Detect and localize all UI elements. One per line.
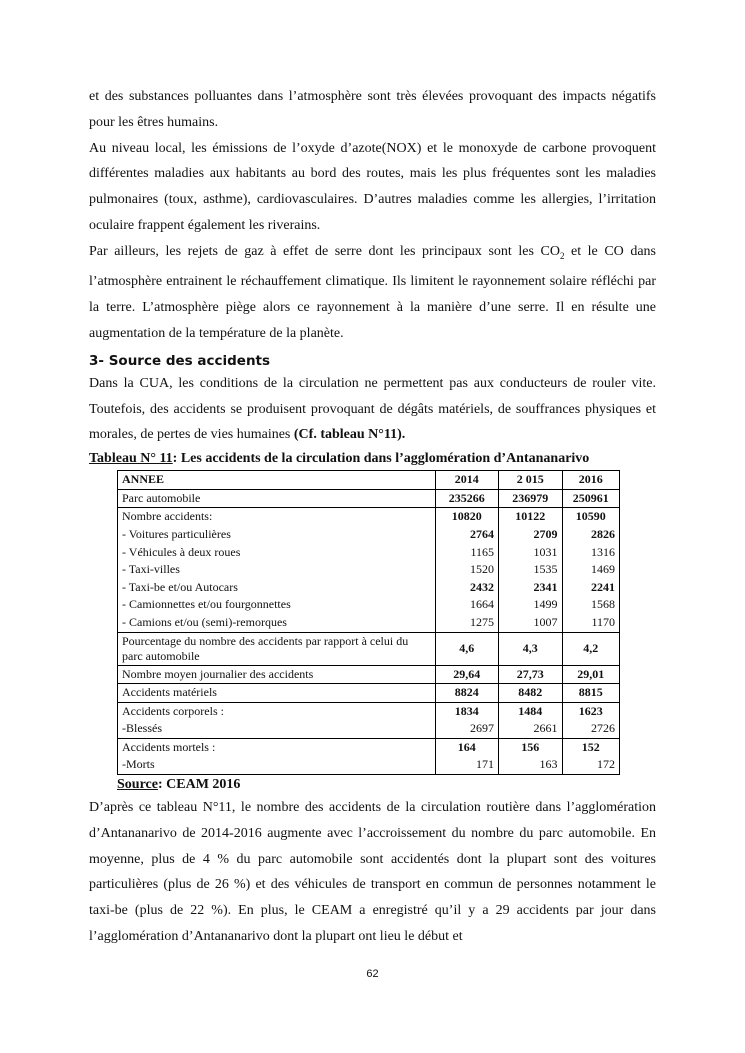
table-row-deux-roues bbox=[118, 544, 620, 562]
table-row-voitures bbox=[118, 526, 620, 544]
table-row-camionnettes bbox=[118, 596, 620, 614]
cell-2015: 2341 bbox=[499, 579, 563, 597]
cell-label: Nombre accidents: bbox=[118, 508, 436, 526]
table-header-row bbox=[118, 471, 620, 490]
table-row-taxi-be bbox=[118, 579, 620, 597]
cell-2015: 4,3 bbox=[499, 632, 563, 665]
cell-2015: 1535 bbox=[499, 561, 563, 579]
cell-2016: 8815 bbox=[562, 684, 619, 703]
cell-label: Accidents corporels : bbox=[118, 702, 436, 720]
table-row-mortels bbox=[118, 738, 620, 756]
cell-label: Accidents matériels bbox=[118, 684, 436, 703]
cell-2015: 8482 bbox=[499, 684, 563, 703]
cell-2015: 2661 bbox=[499, 720, 563, 738]
section-title: 3- Source des accidents bbox=[89, 352, 271, 369]
cell-2016: 4,2 bbox=[562, 632, 619, 665]
paragraph-analysis: D’après ce tableau N°11, le nombre des accidents de la circulation routière dans l’agglomération d’Antananarivo de 2014-2016 augmente avec l’accroissement du nombre du parc automobile. En moyenne, plus de 4 % du parc automobile sont accidentés dont la plupart sont des voitures particulières (plus de 26 %) et des véhicules de transport en commun de personnes notamment le taxi-be (plus de 22 %). En plus, le CEAM a enregistré qu’il y a 29 accidents par jour dans l’agglomération d’Antananarivo dont la plupart ont lieu le début et bbox=[89, 800, 656, 945]
cell-2014: 2432 bbox=[435, 579, 499, 597]
cell-2016: 1170 bbox=[562, 614, 619, 632]
cell-2014: 1664 bbox=[435, 596, 499, 614]
cell-2016: 1568 bbox=[562, 596, 619, 614]
cell-label: -Blessés bbox=[118, 720, 436, 738]
paragraph-local-impacts: Au niveau local, les émissions de l’oxyde d’azote(NOX) et le monoxyde de carbone provoquent différentes maladies aux habitants au bord des routes, mais les plus fréquentes sont les maladies pulmonaires (toux, asthme), cardiovasculaires. D’autres maladies comme les allergies, l’irritation oculaire frappent également les riverains. bbox=[89, 140, 656, 233]
table-row-morts bbox=[118, 756, 620, 774]
cell-2016: 10590 bbox=[562, 508, 619, 526]
table-source bbox=[117, 775, 656, 795]
co2-subscript: 2 bbox=[559, 250, 565, 261]
cell-label: Accidents mortels : bbox=[118, 738, 436, 756]
cell-2016: 250961 bbox=[562, 489, 619, 508]
header-2015: 2 015 bbox=[499, 471, 563, 490]
table-caption-text: : Les accidents de la circulation dans l’agglomération d’Antananarivo bbox=[172, 451, 590, 467]
cell-2016: 29,01 bbox=[562, 665, 619, 684]
cell-label: - Taxi-villes bbox=[118, 561, 436, 579]
cell-label: Parc automobile bbox=[118, 489, 436, 508]
table-row-moyen bbox=[118, 665, 620, 684]
cell-2015: 1031 bbox=[499, 544, 563, 562]
cell-2014: 8824 bbox=[435, 684, 499, 703]
cell-label: Nombre moyen journalier des accidents bbox=[118, 665, 436, 684]
table-caption-label: Tableau N° 11 bbox=[89, 451, 173, 467]
cell-2014: 171 bbox=[435, 756, 499, 774]
cell-2016: 1316 bbox=[562, 544, 619, 562]
page-number: 62 bbox=[366, 968, 379, 980]
cell-2015: 27,73 bbox=[499, 665, 563, 684]
cell-2016: 2826 bbox=[562, 526, 619, 544]
table-reference: (Cf. tableau N°11). bbox=[293, 427, 406, 443]
cell-2016: 152 bbox=[562, 738, 619, 756]
document-page bbox=[89, 84, 656, 950]
cell-2014: 164 bbox=[435, 738, 499, 756]
cell-2014: 4,6 bbox=[435, 632, 499, 665]
cell-2014: 10820 bbox=[435, 508, 499, 526]
greenhouse-text-b: et le CO dans l’atmosphère entrainent le réchauffement climatique. Ils limitent le rayonnement solaire réfléchi par la terre. L’atmosphère piège alors ce rayonnement à la manière d’une serre. Il en résulte une augmentation de la température de la planète. bbox=[89, 243, 656, 341]
cell-2014: 2697 bbox=[435, 720, 499, 738]
cell-label: - Véhicules à deux roues bbox=[118, 544, 436, 562]
table-row-corporels bbox=[118, 702, 620, 720]
source-label: Source bbox=[117, 777, 158, 793]
cell-2015: 2709 bbox=[499, 526, 563, 544]
cell-label: -Morts bbox=[118, 756, 436, 774]
cell-2015: 10122 bbox=[499, 508, 563, 526]
cell-2015: 236979 bbox=[499, 489, 563, 508]
intro-text: Dans la CUA, les conditions de la circulation ne permettent pas aux conducteurs de rouler vite. Toutefois, des accidents se produisent provoquant de dégâts matériels, de souffrances physiques et morales, de pertes de vies humaines bbox=[89, 375, 656, 443]
cell-2014: 235266 bbox=[435, 489, 499, 508]
table-row-pourcentage bbox=[118, 632, 620, 665]
cell-2014: 1520 bbox=[435, 561, 499, 579]
paragraph-greenhouse bbox=[89, 239, 656, 347]
cell-2016: 2726 bbox=[562, 720, 619, 738]
cell-label: - Camions et/ou (semi)-remorques bbox=[118, 614, 436, 632]
cell-2015: 1499 bbox=[499, 596, 563, 614]
paragraph-pollution: et des substances polluantes dans l’atmosphère sont très élevées provoquant des impacts négatifs pour les êtres humains. bbox=[89, 89, 656, 130]
table-row-nombre bbox=[118, 508, 620, 526]
table-row-blesses bbox=[118, 720, 620, 738]
table-row-taxi-villes bbox=[118, 561, 620, 579]
header-annee: ANNEE bbox=[118, 471, 436, 490]
cell-2015: 1007 bbox=[499, 614, 563, 632]
cell-2014: 1834 bbox=[435, 702, 499, 720]
cell-2016: 1623 bbox=[562, 702, 619, 720]
header-2016: 2016 bbox=[562, 471, 619, 490]
cell-2014: 29,64 bbox=[435, 665, 499, 684]
cell-2016: 1469 bbox=[562, 561, 619, 579]
cell-2016: 2241 bbox=[562, 579, 619, 597]
cell-label: - Camionnettes et/ou fourgonnettes bbox=[118, 596, 436, 614]
table-row-camions bbox=[118, 614, 620, 632]
cell-label: - Taxi-be et/ou Autocars bbox=[118, 579, 436, 597]
source-text: : CEAM 2016 bbox=[157, 777, 241, 793]
paragraph-accidents-intro bbox=[89, 371, 656, 448]
greenhouse-text-a: Par ailleurs, les rejets de gaz à effet de serre dont les principaux sont les CO bbox=[89, 243, 560, 259]
cell-2016: 172 bbox=[562, 756, 619, 774]
cell-2014: 1275 bbox=[435, 614, 499, 632]
cell-2015: 1484 bbox=[499, 702, 563, 720]
cell-label: Pourcentage du nombre des accidents par rapport à celui du parc automobile bbox=[118, 632, 436, 665]
header-2014: 2014 bbox=[435, 471, 499, 490]
cell-label: - Voitures particulières bbox=[118, 526, 436, 544]
cell-2015: 163 bbox=[499, 756, 563, 774]
cell-2014: 2764 bbox=[435, 526, 499, 544]
table-caption bbox=[89, 448, 656, 470]
cell-2014: 1165 bbox=[435, 544, 499, 562]
table-row-parc bbox=[118, 489, 620, 508]
cell-2015: 156 bbox=[499, 738, 563, 756]
table-row-materiels bbox=[118, 684, 620, 703]
accidents-table bbox=[117, 470, 620, 775]
